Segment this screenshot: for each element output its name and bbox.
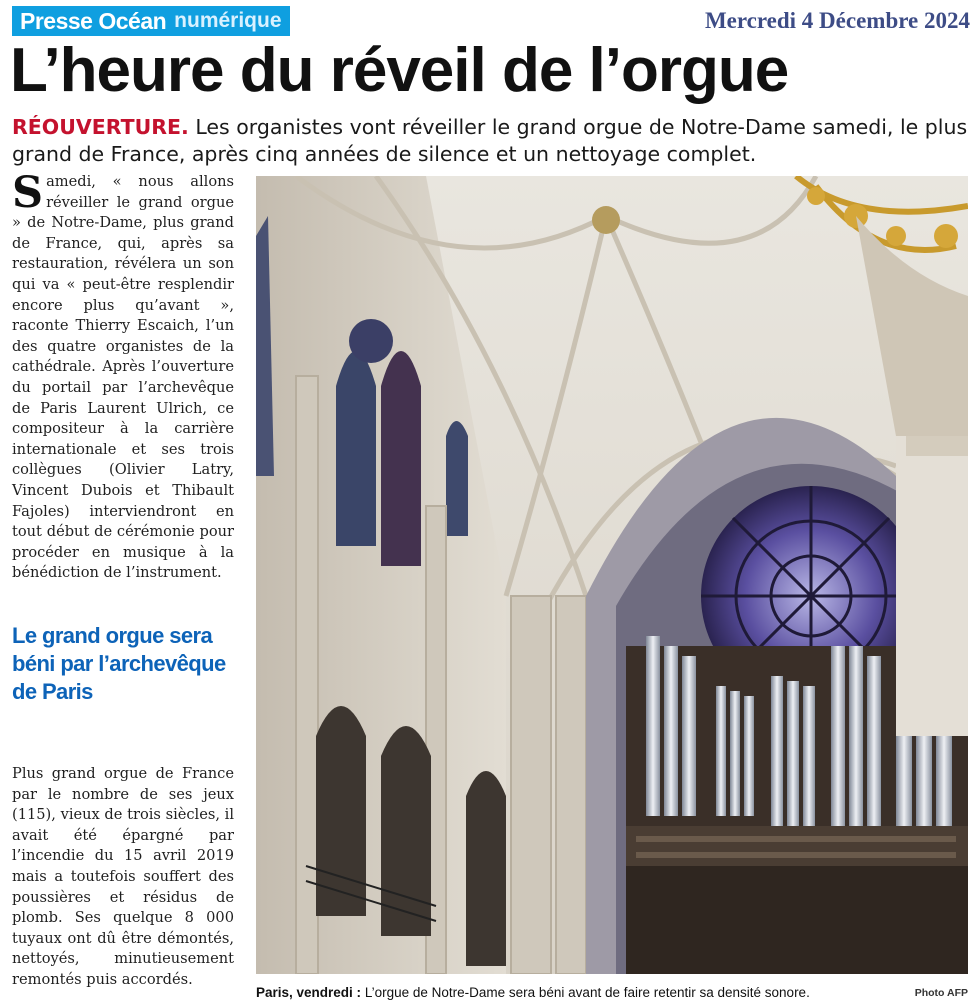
photo-credit: Photo AFP [914,987,968,999]
caption-text: L’orgue de Notre-Dame sera béni avant de faire retentir sa densité sonore. [364,985,810,1000]
body-paragraph-1: amedi, « nous allons réveiller le grand orgue » de Notre-Dame, plus grand de France, qui, après sa restauration, révélera un son qui va « peut-être resplendir encore plus qu’avant », raconte Thierry Escaich, l’un des quatre organistes de la cathédrale. Après l’ouverture du portail par l’archevêque de Paris Laurent Ulrich, ce compositeur à la carrière internationale et ses trois collègues (Olivier Latry, Vincent Dubois et Thibault Fajoles) interviendront en tout début de cérémonie pour procéder en musique à la bénédiction de l’instrument. [12,173,234,582]
cathedral-organ-photo [256,176,968,974]
article-photo [256,176,968,974]
drop-cap: S [12,168,44,218]
publication-name: Presse Océan [20,7,167,34]
article-headline: L’heure du réveil de l’orgue [10,36,789,105]
article-intertitle: Le grand orgue sera béni par l’archevêque de Paris [12,623,226,704]
article-standfirst [12,114,972,168]
publication-logo [12,6,290,36]
issue-date: Mercredi 4 Décembre 2024 [704,8,970,33]
caption-lead: Paris, vendredi : [256,985,362,1000]
body-paragraph-2: Plus grand orgue de France par le nombre de ses jeux (115), vieux de trois siècles, il avait été épargné par l’incendie du 15 avril 2019 mais a toutefois souffert des poussières et résidus de plomb. Ses quelque 8 000 tuyaux ont dû être démontés, nettoyés, minutieusement remontés puis accordés. [12,765,234,988]
article-body-top [12,168,234,584]
article-kicker: RÉOUVERTURE. [12,115,189,139]
edition-label: numérique [174,9,282,32]
standfirst-text: Les organistes vont réveiller le grand orgue de Notre-Dame samedi, le plus grand de France, après cinq années de silence et un nettoyage complet. [12,115,968,166]
photo-caption [256,980,968,1006]
